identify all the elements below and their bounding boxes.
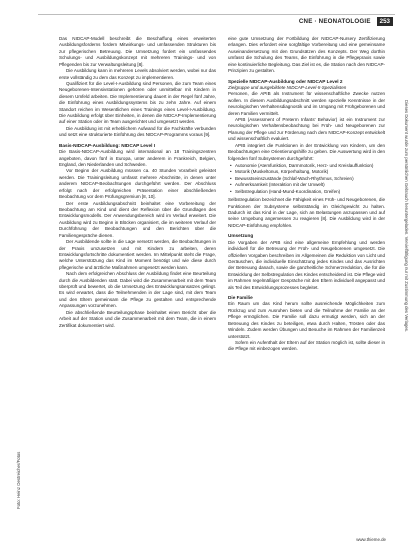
right-column (228, 36, 385, 353)
article-body (59, 36, 385, 353)
paragraph: Selbstregulation bezeichnet die Fähigkeit eines Früh- und Neugeborenen, die Funktionen der Subsysteme selbstständig im Gleichgewicht zu halten. Dadurch ist das Kind in der Lage, sich an Belastungen anzupassen und auf seine Umgebung angemessen zu reagieren [8]. Die Ausbildung wird in der NIDCAP-Einführung empfohlen. (228, 197, 385, 228)
paragraph: Die Ausbildung kann in mehreren Levels absolviert werden, wobei nur das erste vollständig zu dem das Konzept zu implementieren. (59, 68, 216, 80)
list-item: • Aufmerksamkeit (Interaktion mit der Umwelt) (228, 182, 385, 188)
paragraph: Ein Raum um das Kind herum sollte ausreichende Möglichkeiten zum Rückzug und zum Ausruhen bieten und die Teilnahme der Familie an der Pflege ermöglichen. Die Familie soll dazu ermutigt werden, sich an der Betreuung des Kindes zu beteiligen, etwa durch Halten, Trösten oder das Windeln. Zudem werden Übungen und Besuche im Rahmen der Familienzeit unterstützt. (228, 301, 385, 339)
paragraph: Der erste Ausbildungsabschnitt beinhaltet eine Vorbereitung der Beobachtung am Kind und dient der Reflexion über die Grundlagen des Entwicklungsmodells. Der Anwendungsbereich wird im Verlauf erweitert. Die Ausbildung wird zu Beginn in Blöcken organisiert, die im weiteren Verlauf der Durchführung der Beobachtungen und den Berichten über die Familiengespräche dienen. (59, 200, 216, 238)
copyright-notice-wrapper (404, 100, 410, 520)
copyright-notice: Dieses Dokument wurde zum persönlichen Gebrauch heruntergeladen. Vervielfältigung nur mit Zustimmung des Verlages. (404, 100, 409, 333)
paragraph: APIB integriert die Funktionen in der Entwicklung von Kindern, um den Beobachtungen eine Orientierungshilfe zu geben. Die Auswertung wird in den folgenden fünf Subsystemen durchgeführt: (228, 142, 385, 161)
left-column (59, 36, 216, 353)
list-item: • Autonomie (Atemfunktion, Darmmotorik, Herz- und Kreislauffunktion) (228, 163, 385, 169)
paragraph: Die abschließende Beurteilungsphase beinhaltet einen Bericht über die Arbeit auf der Station und die Zusammenarbeit mit dem Team, die in einem Zertifikat dokumentiert wird. (59, 309, 216, 328)
header-rule (38, 14, 395, 15)
photo-credit: Foto: Heinz Oestreicher/Fotos (16, 451, 21, 509)
paragraph: Die Ausbildung ist mit erheblichem Aufwand für die Fachkräfte verbunden und setzt eine strukturierte Einführung des NIDCAP-Programms voraus [9]. (59, 125, 216, 138)
subsystem-list (228, 163, 385, 195)
paragraph: Nach dem erfolgreichen Abschluss der Ausbildung findet eine Beurteilung durch die Ausbildenden statt. Dabei wird die Zusammenarbeit mit dem Team überprüft und bewertet, ob die Umsetzung des Entwicklungsansatzes gelingt. Es wird erwartet, dass die Teilnehmenden in der Lage sind, mit dem Team und den Eltern gemeinsam die Pflege zu gestalten und entsprechende Anpassungen vorzunehmen. (59, 271, 216, 309)
paragraph: Sofern ein Aufenthalt der Eltern auf der Station möglich ist, sollte dieser in die Pflege mit einbezogen werden. (228, 339, 385, 352)
paragraph: Die Vorgaben der APIB sind eine allgemeine Empfehlung und werden individuell für die Betreuung der Früh- und Neugeborenen umgesetzt. Die offiziellen Vorgaben beschreiben im Allgemeinen die Reduktion von Licht und Geräuschen, die individuelle Einschätzung jedes Kindes und das Ausrichten der Betreuung danach, sowie die ganzheitliche Schmerzreduktion, die für die Entwicklung der Selbstregulation des Kindes entscheidend ist. Die Pflege wird im Rahmen regelmäßiger Gespräche mit den Eltern individuell angepasst und als Teil des Entwicklungsprozesses begleitet. (228, 239, 385, 290)
page-number: 253 (377, 17, 393, 26)
list-item: • Motorik (Muskeltonus, Körperhaltung, Motorik) (228, 169, 385, 175)
running-header (299, 17, 393, 26)
paragraph: Personen, die APIB als Instrument für wissenschaftliche Zwecke nutzen wollen. In diesem Ausbildungsabschnitt werden spezielle Kenntnisse in der neurologischen Verhaltensdiagnostik und im Umgang mit Frühgeborenen und deren Familien vermittelt. (228, 91, 385, 116)
footer-url[interactable]: www.thieme.de (356, 537, 386, 542)
section-heading: Die Familie (228, 295, 253, 301)
section-heading: Umsetzung (228, 233, 254, 239)
list-item: • Bewusstseinszustände (Schlaf-Wach-Rhythmus, Schreien) (228, 176, 385, 182)
section-title: CNE · NEONATOLOGIE (298, 18, 371, 25)
paragraph: Der Ausbildende sollte in die Lage versetzt werden, die Beobachtungen in der Praxis umzusetzen und mit Kindern zu arbeiten, deren Entwicklungsfortschritte dokumentiert werden. Im Mittelpunkt steht die Frage, welche Unterstützung das Kind im Moment benötigt und wie diese durch pflegerische und ärztliche Maßnahmen umgesetzt werden kann. (59, 239, 216, 270)
paragraph: APIB (Assessment of Preterm Infants' Behavior) ist ein Instrument zur neurologischen Verhaltensbeobachtung bei Früh- und Neugeborenen zur Planung der Pflege und zur Förderung nach dem NIDCAP-Konzept entwickelt und wissenschaftlich evaluiert. (228, 117, 385, 142)
section-heading: Spezielle NIDCAP-Ausbildung oder NIDCAP Level 2 (228, 78, 343, 84)
paragraph: eine gute Umsetzung der Fortbildung der NIDCAP-Nursery Zertifizierung erlangen. Dies erfordert eine sorgfältige Vorbereitung und eine gemeinsame Auseinandersetzung mit den Grundsätzen des Konzepts. Der Weg dorthin umfasst die Schulung des Teams, die Einführung in die Pflegepraxis sowie eine kontinuierliche Begleitung. Das Ziel ist es, die Station nach den NIDCAP-Prinzipien zu gestalten. (228, 36, 385, 74)
section-heading: Basis-NIDCAP-Ausbildung: NIDCAP Level I (59, 142, 156, 148)
paragraph: Qualifiziert für die Level-I-Ausbildung sind Personen, die zum Team eines Neugeborenen-Intensivstationen gehören oder unmittelbar mit Kindern in diesem Umfeld arbeiten. Die Implementierung dauert in der Regel fünf Jahre, die Einführung eines Ausbildungssystems bis zu zehn Jahre. Auf einem Standort reichen im Wesentlichen eines Trainings eines Level-I-Ausbildung. Die Ausbildung erfolgt über Einheiten, in denen die NIDCAP-Implementierung auf einer Station oder im Team ausgerichtet und umgesetzt werden. (59, 80, 216, 125)
paragraph: Das NIDCAP-Modell beschreibt die Beschaffung eines erweiterten Ausbildungsforderns fordern Mitwirkungs- und umfassenden Strukturen bis zur pflegerischen Betreuung. Die Umsetzung fordert ein umfassendes Schulungs- und Ausbildungskonzept mit mehreren Trainings- und von Pflegenden bis zur Verwaltungsleitung [8]. (59, 36, 216, 67)
paragraph: Vor Beginn der Ausbildung müssen ca. 40 Stunden Vorarbeit geleistet werden. Die Trainingsleitung umfasst mehrere Abschnitte, in denen unter anderem NIDCAP-Beobachtungen durchgeführt werden. Der Abschluss erfolgt nach der erfolgreichen Präsentation einer abschließenden Beobachtung vor dem Prüfungsgremium [8, 10]. (59, 168, 216, 200)
paragraph: Die Basis-NIDCAP-Ausbildung wird international an 18 Trainingszentren angeboten, davon fünf in Europa, unter anderem in Frankreich, Belgien, England, den Niederlanden und Schweden. (59, 149, 216, 168)
subheading: Zielgruppe und ausgebildete NIDCAP-Level-II-Spezialisten (228, 84, 347, 90)
list-item: • Selbstregulation (Hand-Mund-Koordination, Greifen) (228, 189, 385, 195)
